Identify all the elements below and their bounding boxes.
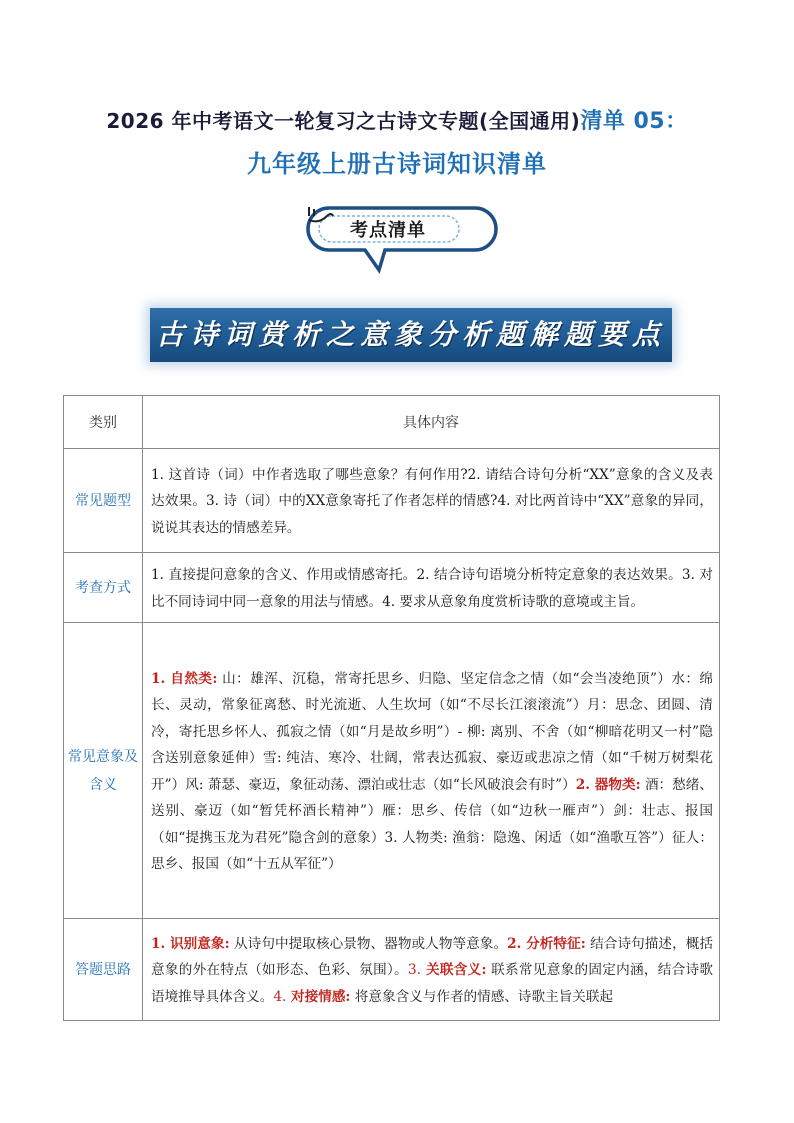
row-category: 答题思路 xyxy=(64,919,143,1021)
knowledge-table xyxy=(63,395,720,1021)
section-banner xyxy=(150,308,672,362)
row-category: 常见题型 xyxy=(64,449,143,553)
content-text: 将意象含义与作者的情感、诗歌主旨关联起 xyxy=(350,988,614,1005)
table-row xyxy=(64,553,720,623)
content-text: 联系常见意象的固定内涵，结合诗歌语境推导具体含义。 xyxy=(151,962,713,1005)
row-content xyxy=(143,623,720,919)
column-header-content: 具体内容 xyxy=(143,396,720,449)
content-text: 山：雄浑、沉稳，常寄托思乡、归隐、坚定信念之情（如“会当凌绝顶”）水：绵长、灵动，常象征离愁、时光流逝、人生坎坷（如“不尽长江滚滚流”）月：思念、团圆、清冷，寄托思乡怀人、孤寂之情（如“月是故乡明”）- 柳: 离别、不舍（如“柳暗花明又一村”隐含送别意象延伸）雪: 纯洁、寒冷、壮阔，常表达孤寂、豪迈或悲凉之情（如“千树万树梨花开”）风: 萧瑟、豪迈，象征动荡、漂泊或壮志（如“长风破浪会有时”） xyxy=(151,670,714,793)
badge-label: 考点清单 xyxy=(350,220,426,241)
table-header-row xyxy=(64,396,720,449)
column-header-category: 类别 xyxy=(64,396,143,449)
table-row xyxy=(64,919,720,1021)
row-content xyxy=(143,919,720,1021)
page-title xyxy=(0,104,794,135)
row-content: 1. 直接提问意象的含义、作用或情感寄托。2. 结合诗句语境分析特定意象的表达效果。3. 对比不同诗词中同一意象的用法与情感。4. 要求从意象角度赏析诗歌的意境或主旨。 xyxy=(143,553,720,623)
banner-title: 古诗词赏析之意象分析题解题要点 xyxy=(155,318,666,351)
title-prefix: 2026 年中考语文一轮复习之古诗文专题(全国通用) xyxy=(106,109,581,133)
squiggle-icon xyxy=(305,204,335,226)
row-category: 常见意象及含义 xyxy=(64,623,143,919)
step-number: 3. xyxy=(407,962,421,979)
highlight-label: 1. 识别意象: xyxy=(151,935,230,952)
content-text: 从诗句中提取核心景物、器物或人物等意象。 xyxy=(229,935,508,952)
table-row xyxy=(64,623,720,919)
highlight-label: 关联含义: xyxy=(420,962,487,979)
highlight-label: 1. 自然类: xyxy=(151,670,218,687)
row-content: 1. 这首诗（词）中作者选取了哪些意象？有何作用?2. 请结合诗句分析“XX”意象的含义及表达效果。3. 诗（词）中的XX意象寄托了作者怎样的情感?4. 对比两首诗中“XX”意象的异同，说说其表达的情感差异。 xyxy=(143,449,720,553)
title-accent: 清单 05： xyxy=(580,109,688,134)
content-text: 酒：愁绪、送别、豪迈（如“暂凭杯酒长精神”）雁：思乡、传信（如“边秋一雁声”）剑：壮志、报国（如“提携玉龙为君死”隐含剑的意象）3. 人物类: 渔翁：隐逸、闲适（如“渔歌互答”）征人：思乡、报国（如“十五从军征”） xyxy=(151,776,714,872)
highlight-label: 对接情感: xyxy=(286,988,351,1005)
highlight-label: 2. 分析特征: xyxy=(507,935,586,952)
content-text: 结合诗句描述，概括意象的外在特点（如形态、色彩、氛围）。 xyxy=(151,935,713,979)
table-row xyxy=(64,449,720,553)
row-category: 考查方式 xyxy=(64,553,143,623)
page-subtitle: 九年级上册古诗词知识清单 xyxy=(247,150,547,178)
highlight-label: 2. 器物类: xyxy=(575,776,641,793)
section-badge xyxy=(305,204,500,276)
step-number: 4. xyxy=(273,988,287,1005)
